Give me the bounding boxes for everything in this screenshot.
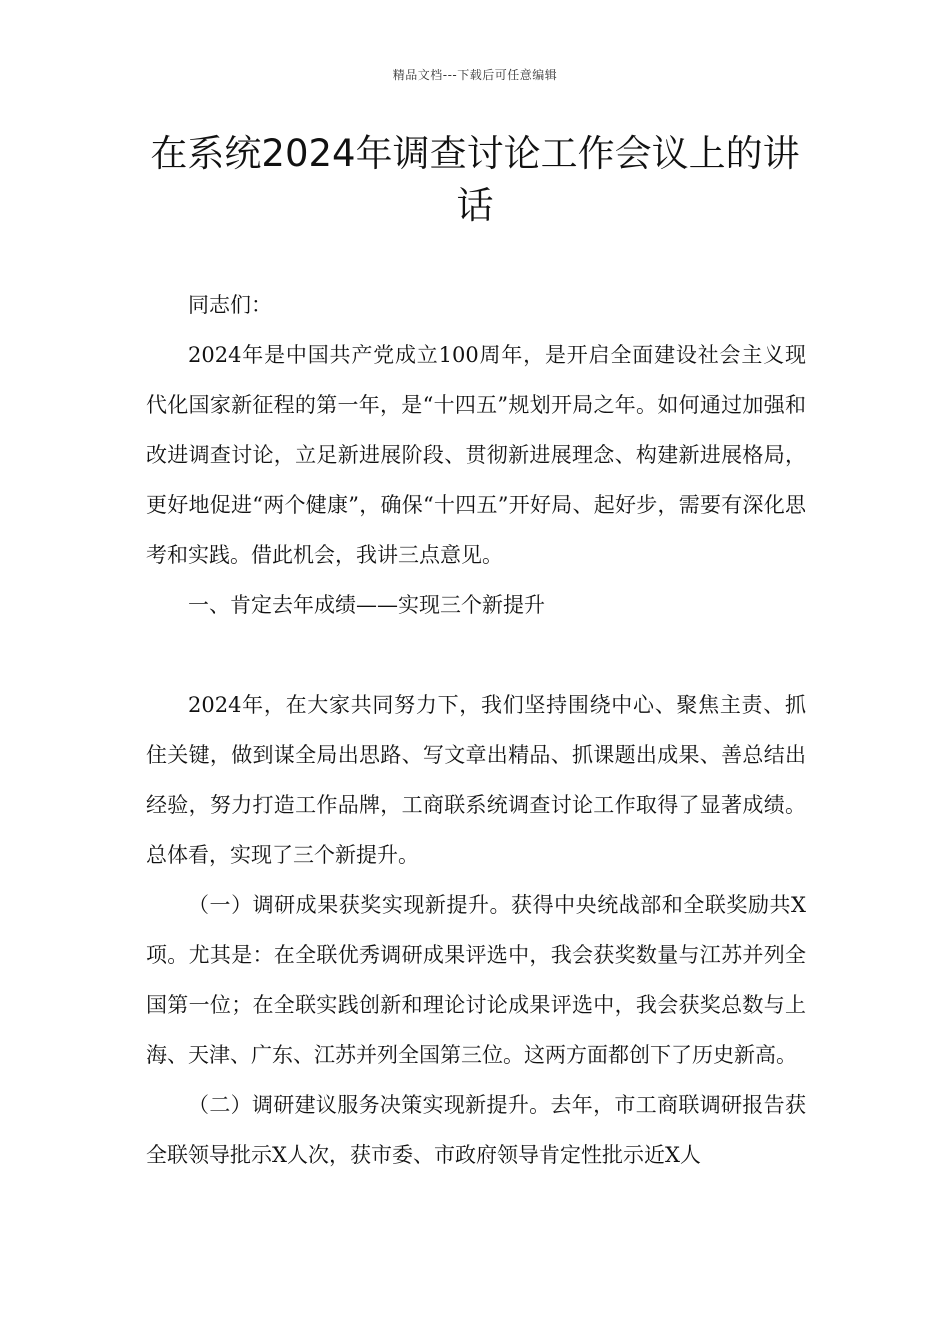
header-note: 精品文档---下载后可任意编辑 <box>392 68 558 82</box>
paragraph-intro: 2024年是中国共产党成立100周年，是开启全面建设社会主义现代化国家新征程的第一年，是“十四五”规划开局之年。如何通过加强和改进调查讨论，立足新进展阶段、贯彻新进展理念、构建新进展格局，更好地促进“两个健康”，确保“十四五”开好局、起好步，需要有深化思考和实践。借此机会，我讲三点意见。 <box>146 343 806 567</box>
greeting: 同志们： <box>188 293 272 317</box>
document-title: 在系统2024年调查讨论工作会议上的讲话 <box>150 132 800 227</box>
section-heading-1: 一、肯定去年成绩——实现三个新提升 <box>188 593 545 617</box>
paragraph-point-2: （二）调研建议服务决策实现新提升。去年，市工商联调研报告获全联领导批示X人次，获市委、市政府领导肯定性批示近X人 <box>146 1093 806 1167</box>
document-body <box>146 280 806 1180</box>
paragraph-achievements: 2024年，在大家共同努力下，我们坚持围绕中心、聚焦主责、抓住关键，做到谋全局出思路、写文章出精品、抓课题出成果、善总结出经验，努力打造工作品牌，工商联系统调查讨论工作取得了显著成绩。总体看，实现了三个新提升。 <box>146 693 806 867</box>
paragraph-point-1: （一）调研成果获奖实现新提升。获得中央统战部和全联奖励共X项。尤其是：在全联优秀调研成果评选中，我会获奖数量与江苏并列全国第一位；在全联实践创新和理论讨论成果评选中，我会获奖总数与上海、天津、广东、江苏并列全国第三位。这两方面都创下了历史新高。 <box>146 893 806 1067</box>
